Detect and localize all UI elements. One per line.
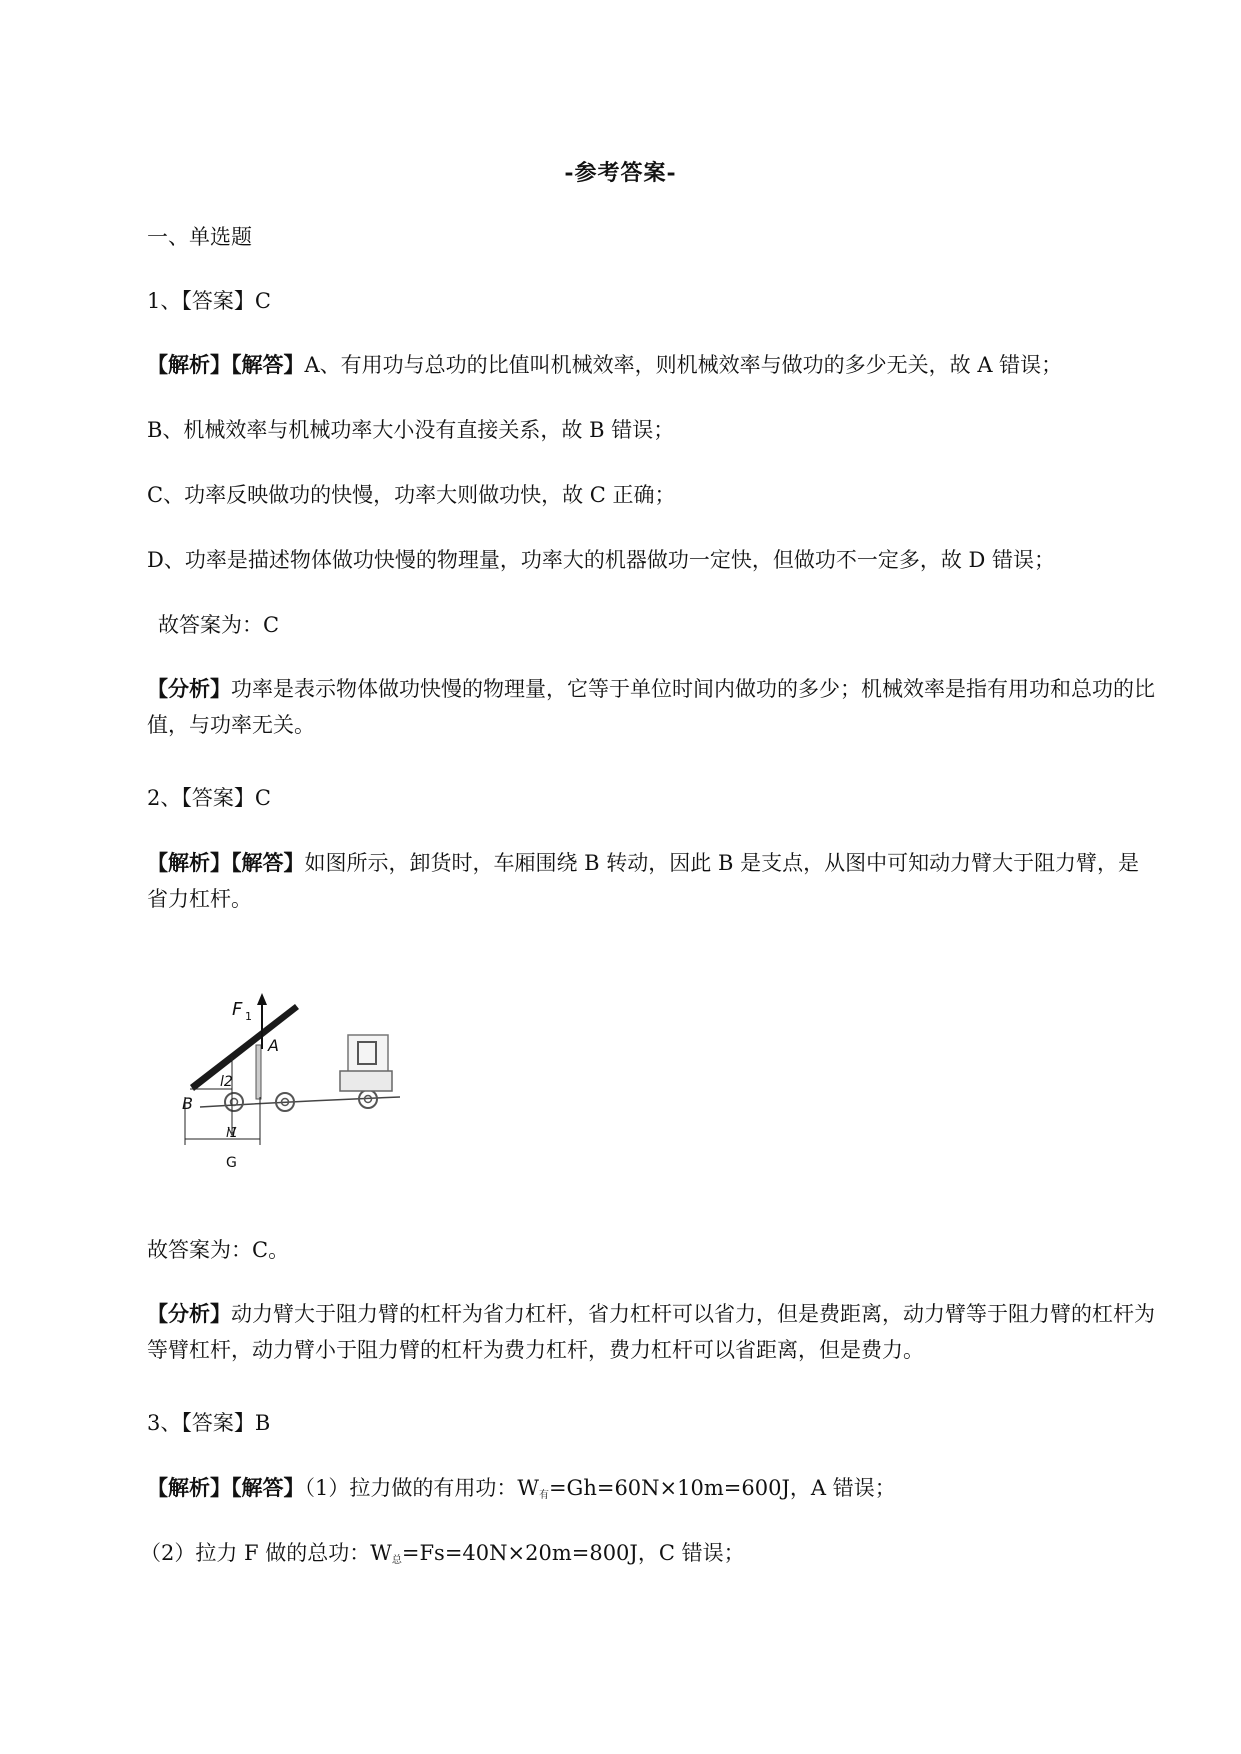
- arrow-head-icon: [257, 993, 267, 1005]
- hydraulic-rod: [256, 1045, 261, 1099]
- section-heading: 一、单选题: [147, 225, 252, 249]
- label-b: B: [182, 1094, 193, 1113]
- q2-fenxi: [147, 1296, 1157, 1368]
- q3-answer: 3、【答案】B: [147, 1411, 271, 1435]
- truck-cab: [340, 1035, 392, 1091]
- q2-conclusion: 故答案为：C。: [147, 1238, 290, 1262]
- solution-label: 【解答】: [231, 1475, 305, 1500]
- q3-step1-sub: 有: [538, 1490, 549, 1501]
- q1-option-c-text: C、功率反映做功的快慢，功率大则做功快，故 C 正确；: [147, 483, 676, 507]
- q3-step2-pre: （2）拉力 F 做的总功：W: [140, 1541, 392, 1565]
- fenxi-label: 【分析】: [147, 676, 231, 701]
- q3-step1-pre: （1）拉力做的有用功：W: [304, 1476, 539, 1500]
- q1-answer: 1、【答案】C: [147, 289, 271, 313]
- q2-analysis-text: 如图所示，卸货时，车厢围绕 B 转动，因此 B 是支点，从图中可知动力臂大于阻力臂，是省力杠杆。: [147, 851, 1140, 911]
- q2-fenxi-text: 动力臂大于阻力臂的杠杆为省力杠杆，省力杠杆可以省力，但是费距离，动力臂等于阻力臂的杠杆为等臂杠杆，动力臂小于阻力臂的杠杆为费力杠杆，费力杠杆可以省距离，但是费力。: [147, 1302, 1155, 1362]
- q3-step1: [147, 1470, 1157, 1514]
- solution-label: 【解答】: [231, 352, 305, 377]
- q1-analysis-a: [147, 347, 1157, 383]
- q2-analysis: [147, 845, 1157, 917]
- lever-diagram: [182, 985, 420, 1185]
- wheel-icon: [225, 1093, 243, 1111]
- q1-option-d-text: D、功率是描述物体做功快慢的物理量，功率大的机器做功一定快，但做功不一定多，故 D 错误；: [147, 548, 1056, 572]
- q3-step2: [140, 1535, 1150, 1579]
- analysis-label: 【解析】: [147, 352, 231, 377]
- analysis-label: 【解析】: [147, 1475, 231, 1500]
- fenxi-label: 【分析】: [147, 1301, 231, 1326]
- label-l1: l1: [226, 1126, 238, 1141]
- analysis-label: 【解析】: [147, 850, 231, 875]
- q1-conclusion: 故答案为：C: [158, 613, 280, 637]
- label-g: G: [226, 1155, 237, 1171]
- q1-fenxi: [147, 671, 1157, 743]
- solution-label: 【解答】: [231, 850, 305, 875]
- label-f-sub: 1: [245, 1010, 252, 1023]
- q3-step1-post: =Gh=60N×10m=600J，A 错误；: [548, 1476, 896, 1500]
- q2-answer: 2、【答案】C: [147, 786, 271, 810]
- lever-truck-figure: [182, 985, 420, 1185]
- label-f: F: [232, 999, 243, 1020]
- label-a: A: [268, 1036, 279, 1055]
- q1-option-b-text: B、机械效率与机械功率大小没有直接关系，故 B 错误；: [147, 418, 675, 442]
- q1-fenxi-text: 功率是表示物体做功快慢的物理量，它等于单位时间内做功的多少；机械效率是指有用功和总功的比值，与功率无关。: [147, 677, 1155, 737]
- q1-option-a-text: A、有用功与总功的比值叫机械效率，则机械效率与做功的多少无关，故 A 错误；: [304, 353, 1063, 377]
- page-title: -参考答案-: [564, 160, 677, 186]
- q3-step2-sub: 总: [391, 1555, 402, 1566]
- label-l2: l2: [220, 1074, 233, 1090]
- q3-step2-post: =Fs=40N×20m=800J，C 错误；: [401, 1541, 745, 1565]
